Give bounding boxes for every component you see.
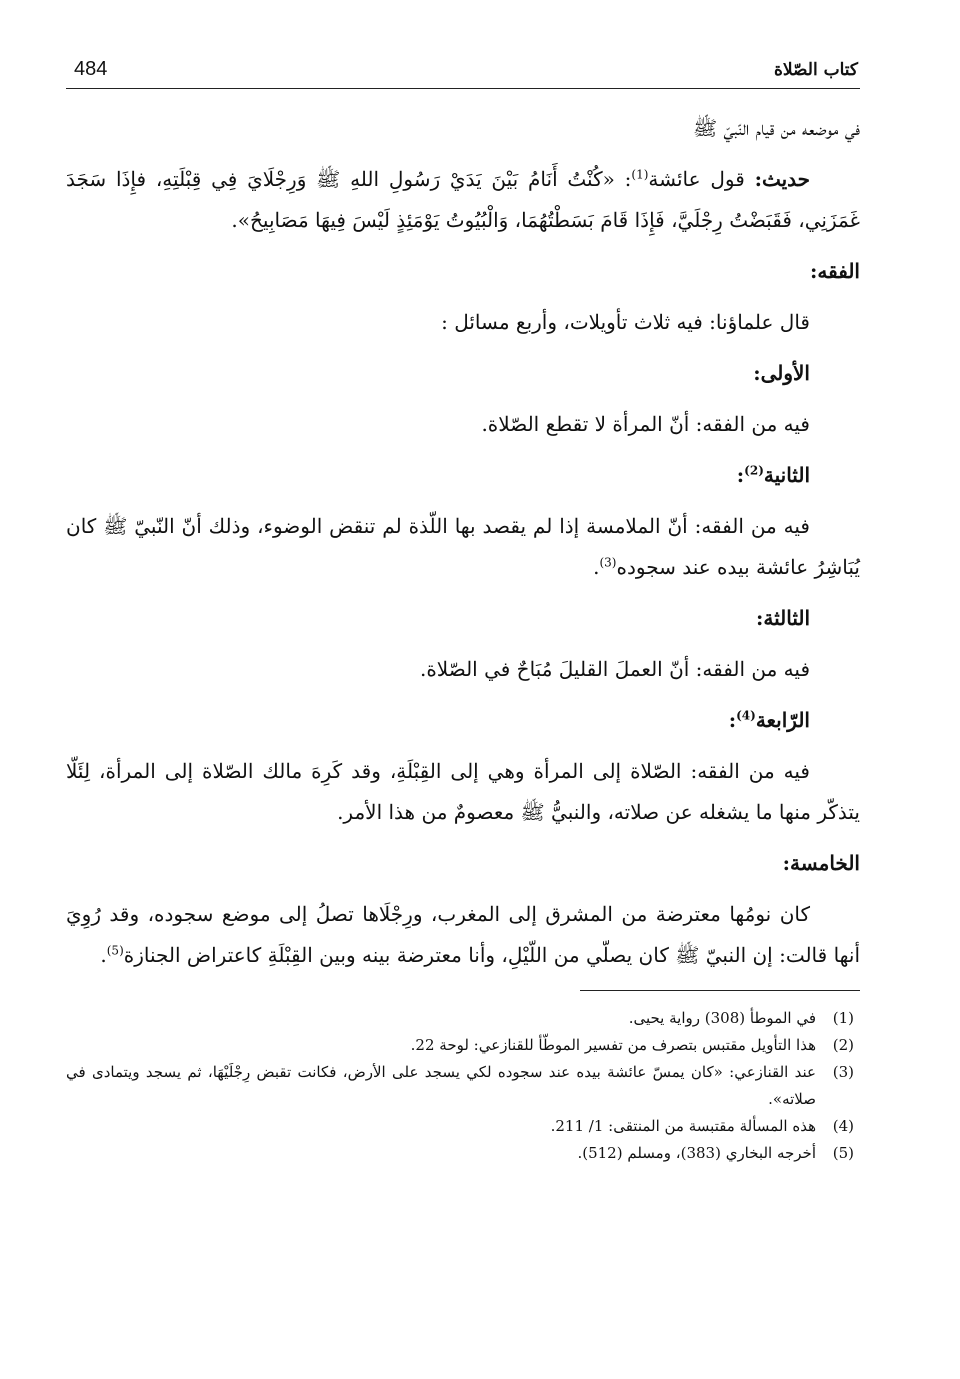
third-text: فيه من الفقه: أنّ العملَ القليلَ مُبَاحٌ في الصّلاة. [419,657,810,681]
hadith-narrator: قول عائشة [648,167,745,191]
page [66,58,860,1348]
second-text-body: فيه من الفقه: أنّ الملامسة إذا لم يقصد بها اللّذة لم تنقض الوضوء، وذلك أنّ النّبيّ ﷺ كان يُبَاشِرُ عائشة بيده عند سجوده [66,514,860,579]
first-heading: الأولى: [753,361,810,385]
footnote-ref-1[interactable]: (1) [631,167,649,182]
hadith-label: حديث: [754,167,811,191]
fifth-text [66,894,860,976]
footnote-ref-3[interactable]: (3) [599,555,617,570]
running-title: كتاب الصّلاة [773,60,858,80]
footnote-item [66,1032,854,1059]
footnote-ref-4[interactable]: (4) [736,708,756,723]
third-heading: الثالثة: [755,606,810,630]
footnote-item [66,1059,854,1113]
footnote-ref-5[interactable]: (5) [106,943,124,958]
page-number: 484 [74,58,108,80]
fifth-text-end: . [100,943,107,967]
footnote-number: (1) [832,1009,854,1027]
fiqh-intro: قال علماؤنا: فيه ثلاث تأويلات، وأربع مسائل : [441,310,810,334]
header-rule [66,88,860,89]
footnote-text: هذه المسألة مقتبسة من المنتقى: 1/ 211. [550,1117,816,1135]
footnote-number: (3) [832,1063,854,1081]
footnote-text: في الموطأ (308) رواية يحيى. [628,1009,816,1027]
second-heading [66,455,860,496]
first-text: فيه من الفقه: أنّ المرأة لا تقطع الصّلاة. [481,412,810,436]
footnote-text: أخرجه البخاري (383)، ومسلم (512). [577,1144,816,1162]
second-text [66,506,860,588]
second-heading-colon: : [736,463,745,487]
footnote-text: هذا التأويل مقتبس بتصرف من تفسير الموطّأ للقنازعي: لوحة 22. [410,1036,816,1054]
footnote-rule [580,990,860,991]
second-text-end: . [593,555,600,579]
hadith-text: : «كُنْتُ أَنَامُ بَيْنَ يَدَيْ رَسُولِ اللهِ ﷺ وَرِجْلَايَ فِي قِبْلَتِهِ، فإِذَا سَجَدَ غَمَزَنِي، فَقَبَضْتُ رِجْلَيَّ، فَإِذَا قَامَ بَسَطْتُهُمَا، وَالْبُيُوتُ يَوْمَئِذٍ لَيْسَ فِيهَا مَصَابِيحُ». [66,167,860,232]
footnote-item [66,1113,854,1140]
fourth-heading [66,700,860,741]
fourth-heading-label: الرّابعة [755,708,810,732]
second-heading-label: الثانية [763,463,810,487]
footnote-item [66,1005,854,1032]
fifth-heading: الخامسة: [782,851,860,875]
footnote-text: عند القنازعي: «كان يمسّ عائشة بيده عند سجوده لكي يسجد على الأرض، فكانت تقبض رِجْلَيْهَا، ثم يسجد ويتمادى في صلاته». [66,1063,816,1108]
footnote-item [66,1140,854,1167]
intro-line: في موضعه من قيام النّبيّ ﷺ [692,116,860,140]
footnotes [66,1005,860,1167]
footnote-number: (4) [832,1117,854,1135]
footnote-ref-2[interactable]: (2) [744,463,764,478]
main-text [66,108,860,976]
fifth-text-body: كان نومُها معترضة من المشرق إلى المغرب، ورِجْلَاها تصلُ إلى موضع سجوده، وقد رُوِيَ أنها قالت: إن النبيّ ﷺ كان يصلّي من اللّيْلِ، وأنا معترضة بينه وبين القِبْلَةِ كاعتراض الجنازة [66,902,860,967]
running-head [66,58,860,94]
fourth-text: فيه من الفقه: الصّلاة إلى المرأة وهي إلى القِبْلَةِ، وقد كَرِهَ مالك الصّلاة إلى المرأة، لِئَلّا يتذكّر منها ما يشغله عن صلاته، والنبيُّ ﷺ معصومٌ من هذا الأمر. [66,759,860,824]
fourth-heading-colon: : [728,708,737,732]
footnote-number: (2) [832,1036,854,1054]
hadith-paragraph [66,159,860,241]
footnote-number: (5) [832,1144,854,1162]
fiqh-heading: الفقه: [810,259,860,283]
